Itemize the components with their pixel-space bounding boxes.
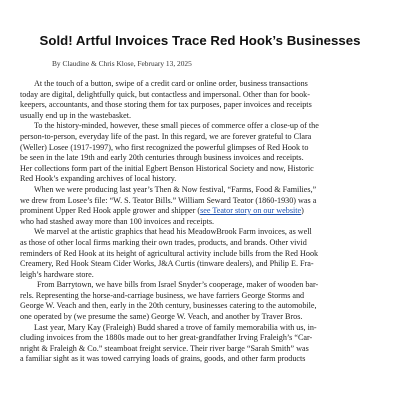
paragraph-2 xyxy=(20,121,382,185)
paragraph-line: (Weller) Losee (1917-1997), who first recognized the powerful glimpses of Red Hook to xyxy=(20,142,309,152)
paragraph-line: leigh’s hardware store. xyxy=(20,269,94,279)
paragraph-6 xyxy=(20,323,382,365)
teator-story-link[interactable]: see Teator story on our website xyxy=(200,206,302,216)
paragraph-line: When we were producing last year’s Then & Now festival, “Farms, Food & Families,” xyxy=(34,184,317,194)
paragraph-4 xyxy=(20,227,382,280)
paragraph-line: Creamery, Red Hook Steam Cider Works, J&A Curtis (tinware dealers), and Philip E. Fra- xyxy=(20,259,314,269)
article-body xyxy=(20,79,382,365)
paragraph-line: person-to-person, everyday life of the past. In this regard, we are forever grateful to Clara xyxy=(20,131,312,141)
paragraph-line: be seen in the late 19th and early 20th centuries through business invoices and receipts. xyxy=(20,153,304,163)
paragraph-5 xyxy=(20,280,382,322)
paragraph-line: who had stashed away more than 100 invoices and receipts. xyxy=(20,216,215,226)
paragraph-line: we drew from Losee’s file: “W. S. Teator Bills.” William Seward Teator (1860-1930) was a xyxy=(20,195,317,205)
paragraph-line: rels. Representing the horse-and-carriage business, we have farriers George Storms and xyxy=(20,290,305,300)
paragraph-line: Last year, Mary Kay (Fraleigh) Budd shared a trove of family memorabilia with us, in- xyxy=(34,322,317,332)
paragraph-line: reminders of Red Hook at its height of agricultural activity include bills from the Red Hook xyxy=(20,248,319,258)
paragraph-line: Her collections form part of the initial Egbert Benson Historical Society and now, Historic xyxy=(20,163,314,173)
paragraph-line: From Barrytown, we have bills from Israel Snyder’s cooperage, maker of wooden bar- xyxy=(37,280,319,290)
link-prefix: prominent Upper Red Hook apple grower and shipper ( xyxy=(20,206,201,216)
paragraph-line: today are digital, delightfully quick, but contactless and impersonal. Other than for book- xyxy=(20,89,310,99)
paragraph-line: At the touch of a button, swipe of a credit card or online order, business transactions xyxy=(34,79,308,88)
paragraph-line: one operated by (we presume the same) George W. Veach, and another by Traver Bros. xyxy=(20,312,303,322)
paragraph-line: nright & Fraleigh & Co.” steamboat freight service. Their river barge “Sarah Smith” was xyxy=(20,343,309,353)
paragraph-line-with-link xyxy=(20,206,382,217)
paragraph-line: keepers, accountants, and those storing them for tax purposes, paper invoices and receipts xyxy=(20,100,312,110)
link-suffix: ) xyxy=(301,206,304,216)
paragraph-line: as those of other local firms marking their own trades, products, and brands. Other vivid xyxy=(20,237,307,247)
paragraph-line: usually end up in the wastebasket. xyxy=(20,110,132,120)
paragraph-line: George W. Veach and then, early in the 20th century, businesses catering to the automobile, xyxy=(20,301,317,311)
paragraph-line: Red Hook’s expanding archives of local history. xyxy=(20,174,177,184)
paragraph-line: cluding invoices from the 1880s made out to her great-grandfather Irving Fraleigh’s “Car- xyxy=(20,333,313,343)
paragraph-line: To the history-minded, however, these small pieces of commerce offer a close-up of the xyxy=(34,121,319,131)
paragraph-3 xyxy=(20,185,382,227)
article-headline: Sold! Artful Invoices Trace Red Hook’s Businesses xyxy=(39,33,361,48)
paragraph-1 xyxy=(20,79,382,121)
paragraph-line: We marvel at the artistic graphics that head his MeadowBrook Farm invoices, as well xyxy=(34,227,312,237)
article-byline: By Claudine & Chris Klose, February 13, 2025 xyxy=(52,59,192,68)
paragraph-line: a familiar sight as it was towed carrying loads of grains, goods, and other farm products xyxy=(20,354,306,364)
